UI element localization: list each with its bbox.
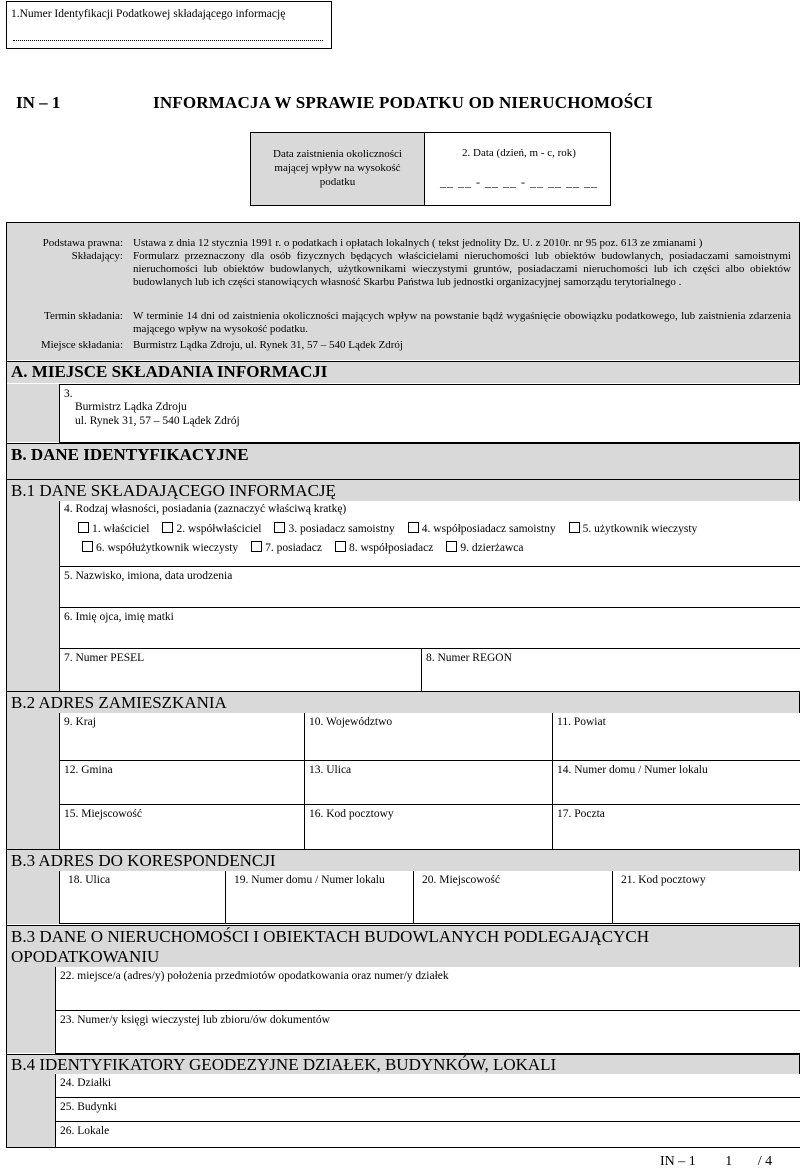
checkbox[interactable] [82, 541, 93, 552]
field-label: 11. Powiat [557, 716, 606, 728]
option-label: 2. współwłaściciel [176, 523, 262, 535]
date-description-cell [251, 133, 425, 205]
field-label: 13. Ulica [309, 764, 352, 776]
property-location-field[interactable] [55, 967, 800, 1011]
section-b1-sidebar [7, 501, 59, 691]
date-description: Data zaistnienia okoliczności mającej wpływ na wysokość podatku [273, 148, 402, 188]
footer-form-code: IN – 1 [660, 1154, 696, 1169]
corr-house-number-field[interactable] [225, 871, 414, 924]
checkbox[interactable] [251, 541, 262, 552]
land-register-field[interactable] [55, 1010, 800, 1054]
page-footer [660, 1154, 772, 1170]
corr-postal-code-field[interactable] [612, 871, 800, 924]
option-label: 8. współposiadacz [348, 542, 434, 554]
basis-text: Burmistrz Lądka Zdroju, ul. Rynek 31, 57 – 540 Lądek Zdrój [133, 339, 403, 351]
field-label: 22. miejsce/a (adres/y) położenia przedmiotów opodatkowania oraz numer/y działek [60, 970, 449, 982]
office-address: ul. Rynek 31, 57 – 540 Lądek Zdrój [75, 415, 240, 427]
field-label: 17. Poczta [557, 808, 605, 820]
city-field[interactable] [59, 804, 305, 850]
option-label: 9. dzierżawca [460, 542, 524, 554]
street-field[interactable] [304, 760, 553, 805]
field-label: 21. Kod pocztowy [621, 874, 706, 886]
section-b2-title: B.2 ADRES ZAMIESZKANIA [7, 691, 799, 713]
field-label: 5. Nazwisko, imiona, data urodzenia [64, 570, 233, 582]
checkbox[interactable] [408, 522, 419, 533]
field-label: 23. Numer/y księgi wieczystej lub zbioru/ów dokumentów [60, 1014, 330, 1026]
checkbox[interactable] [335, 541, 346, 552]
section-b4-sidebar [7, 1074, 59, 1147]
option-label: 6. współużytkownik wieczysty [96, 542, 239, 554]
field-label: 14. Numer domu / Numer lokalu [557, 764, 708, 776]
basis-text: W terminie 14 dni od zaistnienia okoliczności mających wpływ na powstanie bądź wygaśnięcie obowiązku podatkowego, lub zaistnienia zdarzenia mającego wpływ na wysokość podatku. [133, 310, 791, 335]
field-label: 8. Numer REGON [426, 652, 512, 664]
field-label: 10. Województwo [309, 716, 393, 728]
date-input[interactable]: __ __ - __ __ - __ __ __ __ [440, 175, 598, 189]
country-field[interactable] [59, 713, 305, 761]
units-field[interactable] [55, 1121, 800, 1148]
legal-basis-section [7, 223, 799, 360]
date-field-label: 2. Data (dzień, m - c, rok) [462, 147, 576, 159]
field-label: 6. Imię ojca, imię matki [64, 611, 174, 623]
section-a-sidebar [7, 384, 59, 442]
checkbox[interactable] [274, 522, 285, 533]
nip-field[interactable] [6, 1, 332, 49]
option-wspolposiadacz-samoistny[interactable] [408, 522, 556, 535]
corr-city-field[interactable] [413, 871, 613, 924]
page-total: / 4 [757, 1154, 773, 1169]
option-label: 3. posiadacz samoistny [288, 523, 395, 535]
field-label: 24. Działki [60, 1077, 112, 1089]
basis-label: Składający: [71, 250, 123, 262]
postal-code-field[interactable] [304, 804, 553, 850]
basis-label: Miejsce składania: [40, 339, 123, 351]
option-label: 1. właściciel [92, 523, 150, 535]
office-name: Burmistrz Lądka Zdroju [75, 401, 187, 413]
house-number-field[interactable] [552, 760, 800, 805]
field-number: 3. [64, 388, 73, 400]
basis-label: Podstawa prawna: [42, 237, 123, 249]
section-b3-property-title [7, 925, 799, 967]
field-label: 26. Lokale [60, 1125, 110, 1137]
plots-field[interactable] [55, 1074, 800, 1098]
section-b2-sidebar [7, 713, 59, 849]
page-number: 1 [725, 1154, 733, 1169]
field-label: 19. Numer domu / Numer lokalu [234, 874, 385, 886]
checkbox[interactable] [78, 522, 89, 533]
section-title-line2: OPODATKOWANIU [11, 947, 160, 966]
section-b3-title: B.3 ADRES DO KORESPONDENCJI [7, 849, 799, 871]
page-title: INFORMACJA W SPRAWIE PODATKU OD NIERUCHOMOŚCI [153, 93, 653, 112]
nip-label: 1.Numer Identyfikacji Podatkowej składającego informację [11, 8, 286, 20]
pesel-field[interactable] [59, 648, 422, 692]
field-label: 16. Kod pocztowy [309, 808, 394, 820]
option-posiadacz[interactable] [251, 541, 322, 554]
field-label: 15. Miejscowość [64, 808, 142, 820]
section-b-title: B. DANE IDENTYFIKACYJNE [7, 443, 799, 479]
section-b4-title: B.4 IDENTYFIKATORY GEODEZYJNE DZIAŁEK, BUDYNKÓW, LOKALI [7, 1054, 799, 1074]
field-label: 25. Budynki [60, 1101, 117, 1113]
ownership-type-field [59, 501, 800, 567]
post-office-field[interactable] [552, 804, 800, 850]
section-a-title: A. MIEJSCE SKŁADANIA INFORMACJI [7, 361, 799, 383]
field-label: 18. Ulica [68, 874, 111, 886]
field-label: 9. Kraj [64, 716, 96, 728]
field-label: 12. Gmina [64, 764, 113, 776]
county-field[interactable] [552, 713, 800, 761]
place-of-submission-field [59, 384, 800, 443]
field-label: 20. Miejscowość [422, 874, 500, 886]
option-uzytkownik-wieczysty[interactable] [569, 522, 698, 535]
option-wspolwlasciciel[interactable] [162, 522, 261, 535]
option-posiadacz-samoistny[interactable] [274, 522, 394, 535]
ownership-type-label: 4. Rodzaj własności, posiadania (zaznaczyć właściwą kratkę) [64, 503, 347, 515]
field-label: 7. Numer PESEL [64, 652, 145, 664]
nip-input-line [13, 40, 323, 41]
regon-field[interactable] [421, 648, 800, 692]
municipality-field[interactable] [59, 760, 305, 805]
form-code: IN – 1 [16, 93, 61, 112]
basis-text: Formularz przeznaczony dla osób fizycznych będących właścicielami nieruchomości lub obiektów budowlanych, posiadaczami samoistnymi nieruchomości lub obiektów budowlanych, użytkownikami wieczystymi gruntów, posiadaczami nieruchomości lub ich części albo obiektów budowlanych lub ich części stanowiących własność Skarbu Państwa lub jednostki organizacyjnej samorządu terytorialnego . [133, 250, 791, 288]
option-label: 7. posiadacz [265, 542, 322, 554]
section-b1-title: B.1 DANE SKŁADAJĄCEGO INFORMACJĘ [7, 479, 799, 501]
section-b3-property-sidebar [7, 967, 59, 1053]
option-label: 5. użytkownik wieczysty [582, 523, 698, 535]
option-label: 4. współposiadacz samoistny [421, 523, 556, 535]
corr-street-field[interactable] [59, 871, 226, 924]
section-b3-sidebar [7, 871, 59, 924]
section-title-line1: B.3 DANE O NIERUCHOMOŚCI I OBIEKTACH BUDOWLANYCH PODLEGAJĄCYCH [11, 927, 650, 946]
option-wspolposiadacz[interactable] [335, 541, 433, 554]
buildings-field[interactable] [55, 1097, 800, 1122]
basis-text: Ustawa z dnia 12 stycznia 1991 r. o podatkach i opłatach lokalnych ( tekst jednolity Dz. U. z 2010r. nr 95 poz. 613 ze zmianami ) [133, 237, 703, 249]
checkbox[interactable] [569, 522, 580, 533]
name-birthdate-field[interactable] [59, 566, 800, 608]
checkbox[interactable] [162, 522, 173, 533]
checkbox[interactable] [446, 541, 457, 552]
voivodeship-field[interactable] [304, 713, 553, 761]
option-dzierzawca[interactable] [446, 541, 523, 554]
ownership-options-row2 [82, 538, 533, 556]
date-box [250, 132, 611, 206]
basis-label: Termin składania: [44, 310, 123, 322]
option-wlasciciel[interactable] [78, 522, 149, 535]
option-wspoluzytkownik-wieczysty[interactable] [82, 541, 238, 554]
parents-names-field[interactable] [59, 607, 800, 649]
ownership-options-row1 [78, 519, 706, 537]
